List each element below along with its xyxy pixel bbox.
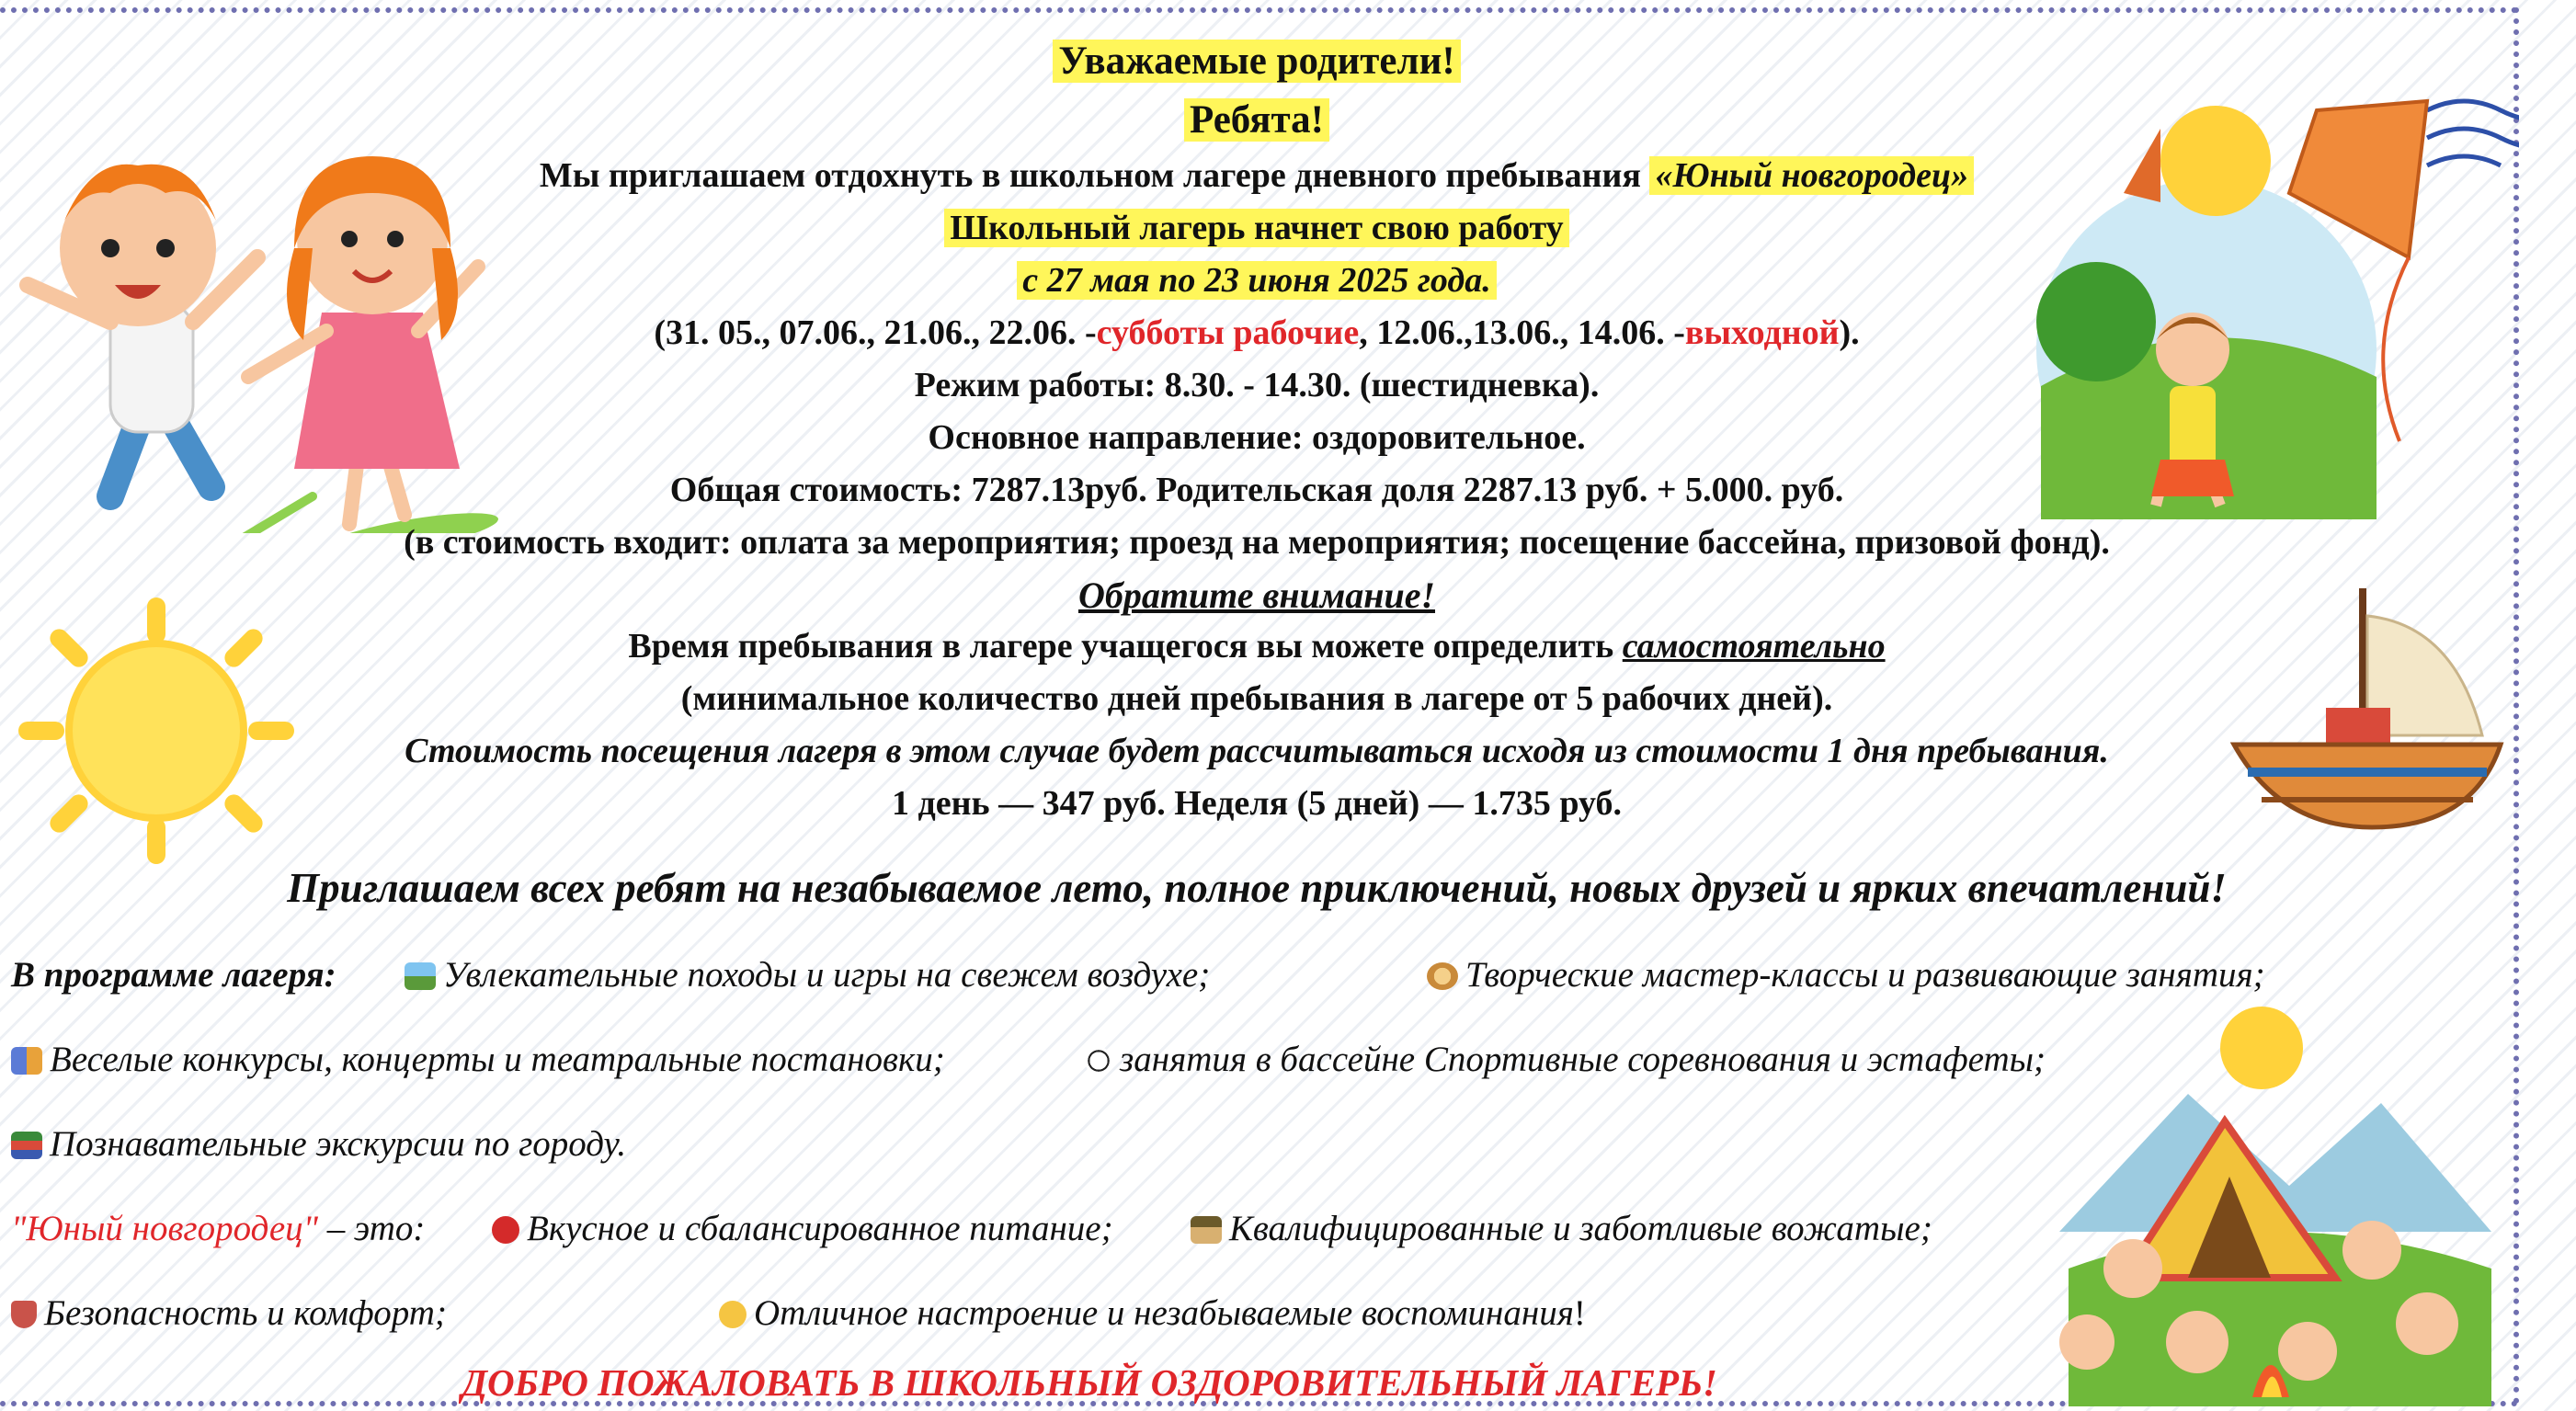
apple-icon (492, 1216, 519, 1244)
features-intro (11, 1208, 425, 1249)
theater-masks-icon (11, 1047, 42, 1075)
feature-item-2 (1191, 1208, 1932, 1249)
program-item-5 (11, 1123, 626, 1165)
feature-item-1 (492, 1208, 1113, 1249)
feature-item-4-mark: ! (1573, 1293, 1586, 1333)
camp-dates-text: с 27 мая по 23 июня 2025 года. (1017, 261, 1497, 300)
minimum-days: (минимальное количество дней пребывания в лагере от 5 рабочих дней). (680, 679, 1833, 718)
program-item-4-text: занятия в бассейне Спортивные соревнования и эстафеты; (1120, 1040, 2046, 1079)
campfire-kids-illustration (2032, 993, 2510, 1406)
program-label: В программе лагеря: (11, 955, 336, 995)
feature-item-4 (719, 1292, 1586, 1334)
greeting-parents (0, 39, 2513, 84)
greeting-parents-text: Уважаемые родители! (1053, 40, 1460, 83)
invitation-prefix: Мы приглашаем отдохнуть в школьном лагере дневного пребывания (539, 156, 1650, 195)
soccer-ball-icon (1085, 1047, 1112, 1075)
main-direction: Основное направление: оздоровительное. (928, 418, 1586, 457)
camp-dates (0, 260, 2513, 301)
greeting-kids (0, 97, 2513, 142)
program-item-3-text: Веселые конкурсы, концерты и театральные постановки; (50, 1040, 945, 1079)
landscape-icon (405, 962, 436, 990)
program-item-3 (11, 1039, 945, 1080)
feature-item-2-text: Квалифицированные и заботливые вожатые; (1229, 1209, 1932, 1248)
feature-item-4-text: Отличное настроение и незабываемые воспоминания (754, 1293, 1574, 1333)
feature-item-1-text: Вкусное и сбалансированное питание; (527, 1209, 1113, 1248)
program-item-5-text: Познавательные экскурсии по городу. (50, 1124, 627, 1164)
cost-calculation: Стоимость посещения лагеря в этом случае будет рассчитываться исходя из стоимости 1 дня пребывания. (405, 732, 2109, 770)
welcome-banner: ДОБРО ПОЖАЛОВАТЬ В ШКОЛЬНЫЙ ОЗДОРОВИТЕЛЬНЫЙ ЛАГЕРЬ! (462, 1361, 1717, 1404)
features-camp-name: "Юный новгородец" (11, 1209, 319, 1248)
stay-line (0, 626, 2513, 666)
shield-icon (11, 1301, 37, 1328)
prices: 1 день — 347 руб. Неделя (5 дней) — 1.735 руб. (892, 784, 1622, 823)
books-icon (11, 1132, 42, 1159)
feature-item-3-text: Безопасность и комфорт; (44, 1293, 447, 1333)
schedule-line (0, 313, 2513, 353)
feature-item-3 (11, 1292, 447, 1334)
schedule-part-1: (31. 05., 07.06., 21.06., 22.06. - (654, 313, 1097, 352)
work-mode: Режим работы: 8.30. - 14.30. (шестидневка). (914, 366, 1600, 404)
features-dash: – это: (318, 1209, 426, 1248)
program-item-1-text: Увлекательные походы и игры на свежем воздухе; (443, 955, 1211, 995)
top-dotted-border (0, 7, 2519, 13)
schedule-part-2: , 12.06.,13.06., 14.06. - (1359, 313, 1685, 352)
stay-prefix: Время пребывания в лагере учащегося вы можете определить (628, 627, 1623, 666)
greeting-kids-text: Ребята! (1184, 98, 1329, 142)
program-item-4 (1085, 1039, 2046, 1080)
start-line-text: Школьный лагерь начнет свою работу (944, 209, 1568, 247)
program-item-2-text: Творческие мастер-классы и развивающие занятия; (1465, 955, 2265, 995)
camp-name: «Юный новгородец» (1649, 156, 1974, 195)
program-item-1 (405, 954, 1210, 996)
summer-invitation: Приглашаем всех ребят на незабываемое лето, полное приключений, новых друзей и ярких впечатлений! (287, 865, 2227, 911)
invitation-line (0, 155, 2513, 196)
cost-includes: (в стоимость входит: оплата за мероприятия; проезд на мероприятия; посещение бассейна, призовой фонд). (404, 523, 2110, 562)
attention-note: Обратите внимание! (1077, 575, 1436, 616)
working-saturdays: субботы рабочие (1096, 313, 1360, 352)
program-row-1 (11, 954, 336, 996)
palette-icon (1427, 962, 1458, 990)
person-icon (1191, 1216, 1222, 1244)
smile-icon (719, 1301, 747, 1328)
stay-word: самостоятельно (1622, 627, 1886, 666)
total-cost: Общая стоимость: 7287.13руб. Родительская доля 2287.13 руб. + 5.000. руб. (669, 471, 1844, 509)
schedule-part-3: ). (1839, 313, 1860, 352)
program-item-2 (1427, 954, 2265, 996)
start-line (0, 208, 2513, 248)
day-off: выходной (1684, 313, 1840, 352)
